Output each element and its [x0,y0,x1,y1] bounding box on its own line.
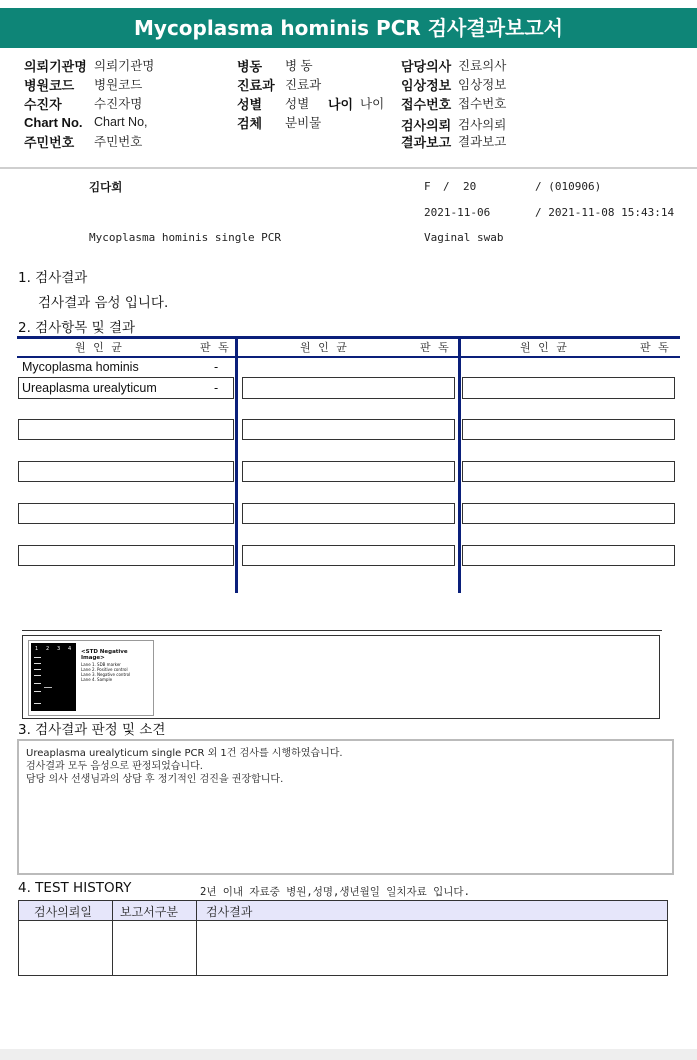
opinion-line: Ureaplasma urealyticum single PCR 외 1건 검사를 시행하였습니다. [26,748,343,759]
gel-legend-item: Lane 4. Sample [81,677,113,682]
col-header-pathogen: 원 인 균 [300,341,349,354]
section-1-result: 검사결과 음성 입니다. [38,295,169,311]
lane-number: 2 [46,646,50,652]
header-label: 병동 [237,59,263,74]
request-date: 2021-11-06 [424,206,491,219]
header-label: 검체 [237,116,263,131]
page-footer-strip [0,1049,697,1060]
header-label: Chart No. [24,115,83,130]
history-note: 2년 이내 자료중 병원,성명,생년월일 일치자료 입니다. [200,886,470,898]
table-header-rule [17,356,680,358]
col-header-pathogen: 원 인 균 [520,341,569,354]
result-cell [242,503,455,524]
header-label: 수진자 [24,97,62,112]
history-col-request-date: 검사의뢰일 [34,905,92,919]
result-cell [18,419,234,440]
history-col-result: 검사결과 [206,905,253,919]
header-label: 진료과 [237,78,275,93]
header-label: 담당의사 [401,59,452,74]
header-value: 주민번호 [94,135,143,149]
opinion-line: 검사결과 모두 음성으로 판정되었습니다. [26,761,203,772]
result-cell [462,419,675,440]
lane-number: 3 [57,646,61,652]
section-2-title: 2. 검사항목 및 결과 [18,320,136,336]
pathogen-result: - [214,360,219,374]
header-label: 주민번호 [24,135,75,150]
header-value: 병원코드 [94,78,143,92]
section-1-title: 1. 검사결과 [18,270,88,286]
header-value: 검사의뢰 [458,118,507,132]
marker-band [34,669,41,670]
marker-band [34,703,41,704]
header-value: 접수번호 [458,97,507,111]
marker-band [34,691,41,692]
section-3-title: 3. 검사결과 판정 및 소견 [18,722,166,738]
report-title: Mycoplasma hominis PCR 검사결과보고서 [0,8,697,48]
header-label: 검사의뢰 [401,118,452,133]
gel-lanes-panel [31,643,76,711]
opinion-line: 담당 의사 선생님과의 상담 후 정기적인 검진을 권장합니다. [26,774,284,785]
positive-band [44,687,52,688]
report-datetime: / 2021-11-08 15:43:14 [535,206,675,219]
header-value: 의뢰기관명 [94,59,155,73]
lane-number: 4 [68,646,72,652]
header-value: 성별 [285,97,310,111]
header-label: 임상정보 [401,78,452,93]
history-header-row [19,901,667,921]
gel-legend-item: Lane 2. Positive control [81,667,128,672]
result-cell [462,461,675,482]
table-column-divider [458,336,461,593]
col-header-judge: 판 독 [420,341,451,354]
col-header-judge: 판 독 [200,341,231,354]
section-4-title: 4. TEST HISTORY [18,880,132,896]
patient-separator: / [443,180,450,193]
header-label: 접수번호 [401,97,452,112]
header-value: Chart No, [94,115,148,129]
gel-image [28,640,154,716]
result-cell [242,419,455,440]
history-col-report-type: 보고서구분 [120,905,178,919]
test-name: Mycoplasma hominis single PCR [89,231,282,244]
header-value: 병 동 [285,59,313,73]
header-label: 의뢰기관명 [24,59,87,74]
header-value: 분비물 [285,116,322,130]
marker-band [34,663,41,664]
header-value: 진료과 [285,78,322,92]
gel-top-rule [22,630,662,631]
marker-band [34,683,41,684]
header-value: 진료의사 [458,59,507,73]
patient-name: 김다희 [89,180,123,194]
pathogen-name: Ureaplasma urealyticum [22,381,157,395]
result-cell [18,545,234,566]
result-cell [18,503,234,524]
header-label: 성별 [237,97,263,112]
header-value: 나이 [360,97,385,111]
result-cell [242,377,455,399]
history-col-divider [112,901,113,975]
marker-band [34,657,41,658]
result-cell [462,545,675,566]
result-cell [242,461,455,482]
patient-id: / (010906) [535,180,602,193]
specimen: Vaginal swab [424,231,504,244]
header-label: 병원코드 [24,78,75,93]
gel-legend-item: Lane 3. Negative control [81,672,131,677]
gel-legend [81,662,130,682]
history-col-divider [196,901,197,975]
col-header-judge: 판 독 [640,341,671,354]
col-header-pathogen: 원 인 균 [75,341,124,354]
header-label: 결과보고 [401,135,452,150]
pathogen-result: - [214,381,219,395]
gel-title: <STD Negative Image> [81,649,128,661]
result-cell [242,545,455,566]
marker-band [34,675,41,676]
table-column-divider [235,336,238,593]
header-value: 결과보고 [458,135,507,149]
header-value: 임상정보 [458,78,507,92]
result-cell [462,377,675,399]
result-cell [462,503,675,524]
patient-sex: F [424,180,431,193]
pathogen-name: Mycoplasma hominis [22,360,139,374]
opinion-text [26,747,343,786]
patient-age: 20 [463,180,477,193]
result-cell [18,461,234,482]
gel-legend-item: Lane 1. SDB marker [81,662,121,667]
lane-number: 1 [35,646,39,652]
header-value: 수진자명 [94,97,143,111]
header-label: 나이 [328,97,354,112]
